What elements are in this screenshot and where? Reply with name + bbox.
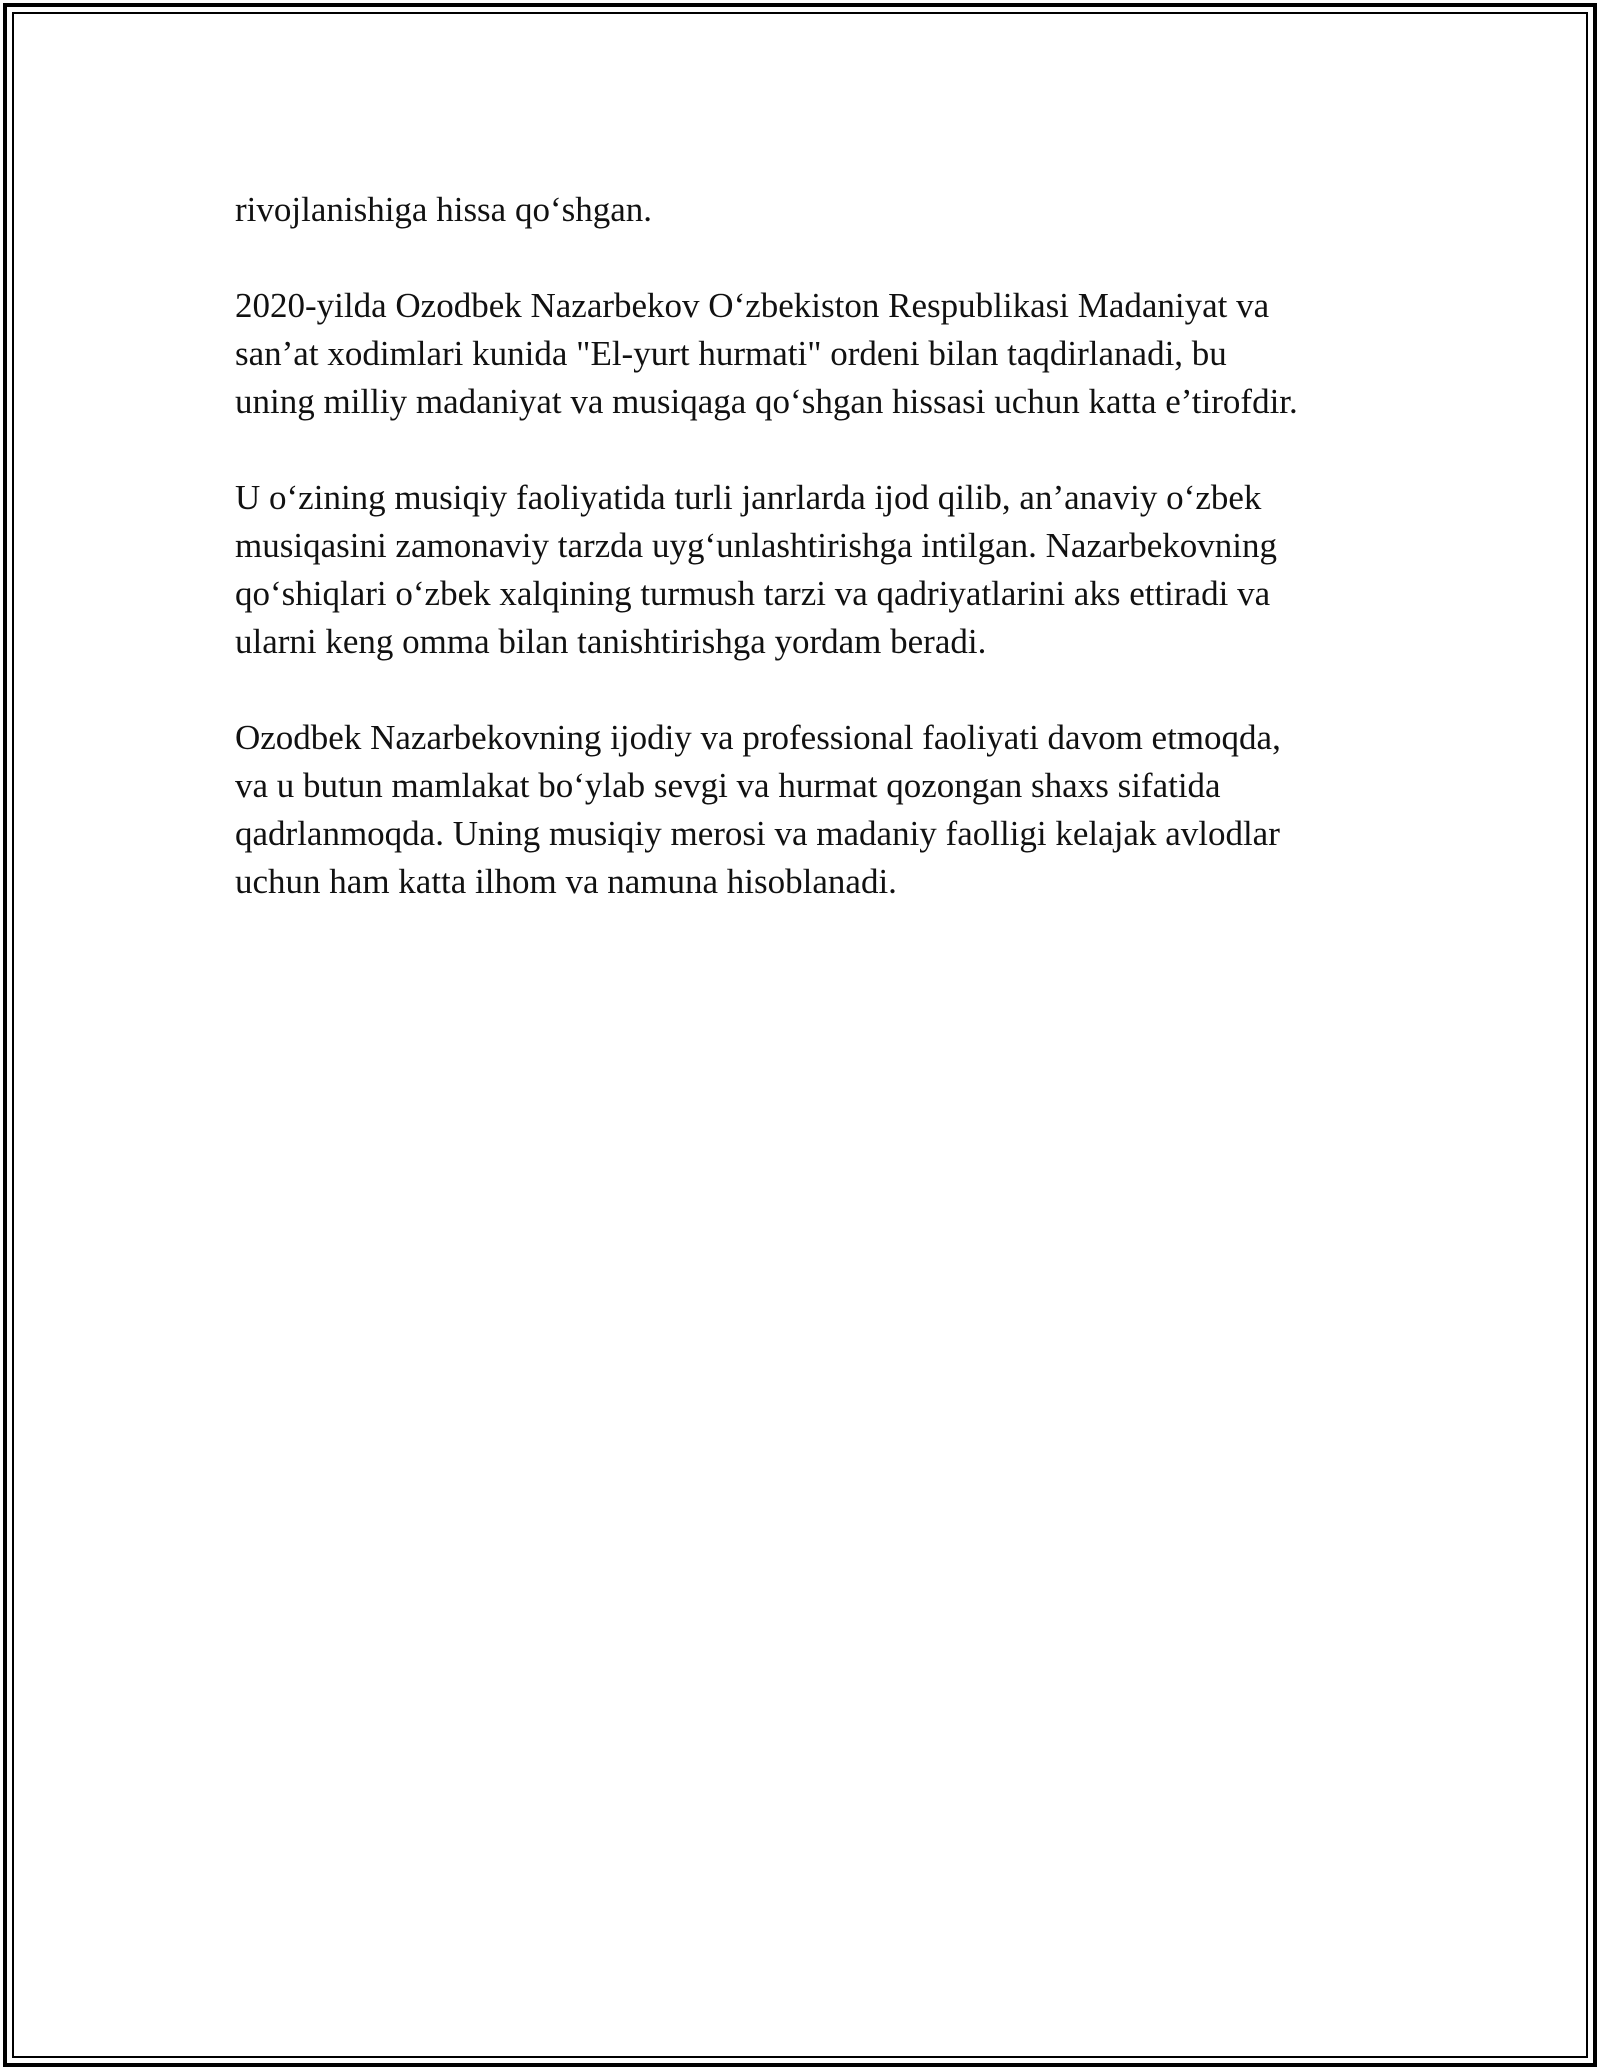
text-line: musiqasini zamonaviy tarzda uyg‘unlashtirishga intilgan. Nazarbekovning bbox=[235, 526, 1277, 565]
paragraph-1 bbox=[235, 186, 1365, 234]
text-line: rivojlanishiga hissa qo‘shgan. bbox=[235, 190, 653, 229]
text-line: va u butun mamlakat bo‘ylab sevgi va hurmat qozongan shaxs sifatida bbox=[235, 766, 1221, 805]
text-line: uning milliy madaniyat va musiqaga qo‘shgan hissasi uchun katta e’tirofdir. bbox=[235, 382, 1298, 421]
text-line: qadrlanmoqda. Uning musiqiy merosi va madaniy faolligi kelajak avlodlar bbox=[235, 814, 1280, 853]
text-line: U o‘zining musiqiy faoliyatida turli janrlarda ijod qilib, an’anaviy o‘zbek bbox=[235, 478, 1262, 517]
text-line: uchun ham katta ilhom va namuna hisoblanadi. bbox=[235, 862, 897, 901]
paragraph-2 bbox=[235, 282, 1365, 426]
text-line: qo‘shiqlari o‘zbek xalqining turmush tarzi va qadriyatlarini aks ettiradi va bbox=[235, 574, 1271, 613]
text-line: ularni keng omma bilan tanishtirishga yordam beradi. bbox=[235, 622, 987, 661]
paragraph-3 bbox=[235, 474, 1365, 666]
document-body bbox=[235, 186, 1365, 954]
text-line: 2020-yilda Ozodbek Nazarbekov O‘zbekiston Respublikasi Madaniyat va bbox=[235, 286, 1270, 325]
paragraph-4 bbox=[235, 714, 1365, 906]
text-line: san’at xodimlari kunida "El-yurt hurmati" ordeni bilan taqdirlanadi, bu bbox=[235, 334, 1227, 373]
text-line: Ozodbek Nazarbekovning ijodiy va professional faoliyati davom etmoqda, bbox=[235, 718, 1281, 757]
